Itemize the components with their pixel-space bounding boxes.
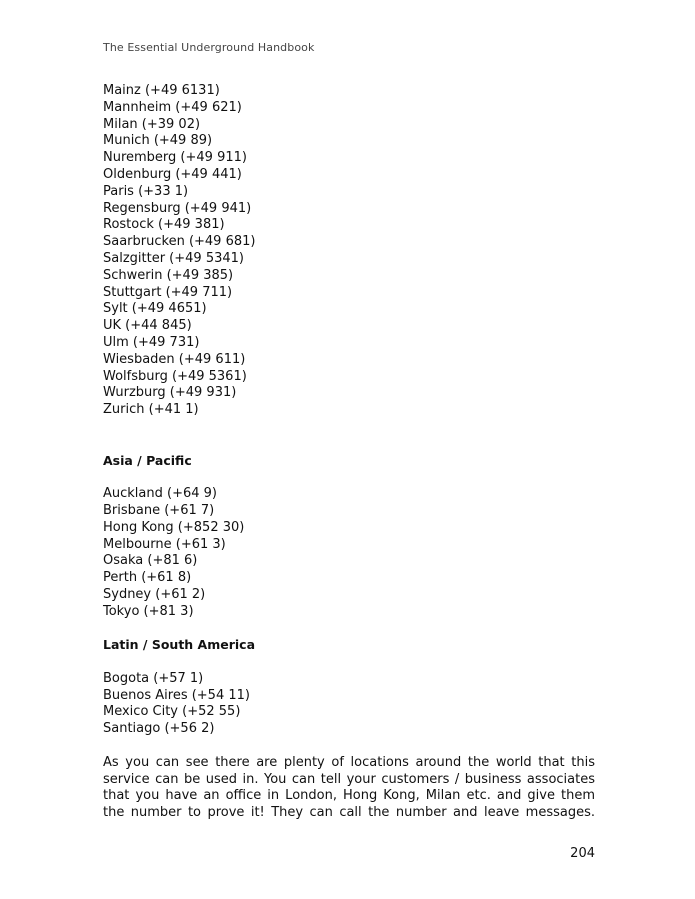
list-item: Nuremberg (+49 911) — [103, 150, 247, 166]
list-item: Salzgitter (+49 5341) — [103, 250, 244, 266]
list-item: UK (+44 845) — [103, 318, 192, 334]
section-spacer — [103, 621, 595, 638]
list-item: Oldenburg (+49 441) — [103, 166, 242, 182]
list-item: Melbourne (+61 3) — [103, 536, 226, 552]
latin-america-heading: Latin / South America — [103, 637, 256, 653]
list-item: Brisbane (+61 7) — [103, 502, 215, 518]
list-item: Milan (+39 02) — [103, 116, 201, 132]
list-item: Munich (+49 89) — [103, 133, 213, 149]
list-item: Schwerin (+49 385) — [103, 267, 234, 283]
list-item: Santiago (+56 2) — [103, 721, 215, 737]
section-spacer — [103, 654, 595, 671]
list-item: Zurich (+41 1) — [103, 402, 199, 418]
list-item: Saarbrucken (+49 681) — [103, 234, 256, 250]
list-item: Perth (+61 8) — [103, 570, 192, 586]
list-item: Rostock (+49 381) — [103, 217, 225, 233]
list-item: Wiesbaden (+49 611) — [103, 351, 246, 367]
asia-pacific-city-list — [103, 486, 595, 620]
closing-paragraph: As you can see there are plenty of locations around the world that this service can be used in. You can tell your customers / business associates that you have an office in London, Hong Kong, Milan etc. and give them the number to prove it! They can call the number and leave messages. — [103, 754, 595, 821]
list-item: Paris (+33 1) — [103, 183, 189, 199]
list-item: Stuttgart (+49 711) — [103, 284, 233, 300]
list-item: Auckland (+64 9) — [103, 486, 217, 502]
latin-america-city-list — [103, 671, 595, 738]
section-spacer — [103, 469, 595, 486]
list-item: Osaka (+81 6) — [103, 553, 198, 569]
list-item: Buenos Aires (+54 11) — [103, 687, 250, 703]
running-header: The Essential Underground Handbook — [103, 41, 315, 54]
list-item: Bogota (+57 1) — [103, 670, 204, 686]
list-item: Mannheim (+49 621) — [103, 99, 242, 115]
list-item: Mainz (+49 6131) — [103, 83, 220, 98]
list-item: Wurzburg (+49 931) — [103, 385, 237, 401]
page-number: 204 — [570, 846, 595, 861]
section-spacer — [103, 738, 595, 755]
asia-pacific-heading: Asia / Pacific — [103, 452, 192, 468]
list-item: Ulm (+49 731) — [103, 334, 200, 350]
list-item: Sylt (+49 4651) — [103, 301, 207, 317]
list-item: Mexico City (+52 55) — [103, 704, 241, 720]
list-item: Tokyo (+81 3) — [103, 603, 194, 619]
list-item: Wolfsburg (+49 5361) — [103, 368, 247, 384]
page-content — [103, 83, 595, 822]
list-item: Sydney (+61 2) — [103, 586, 206, 602]
list-item: Hong Kong (+852 30) — [103, 519, 245, 535]
europe-city-list — [103, 83, 595, 419]
list-item: Regensburg (+49 941) — [103, 200, 252, 216]
section-spacer — [103, 419, 595, 453]
